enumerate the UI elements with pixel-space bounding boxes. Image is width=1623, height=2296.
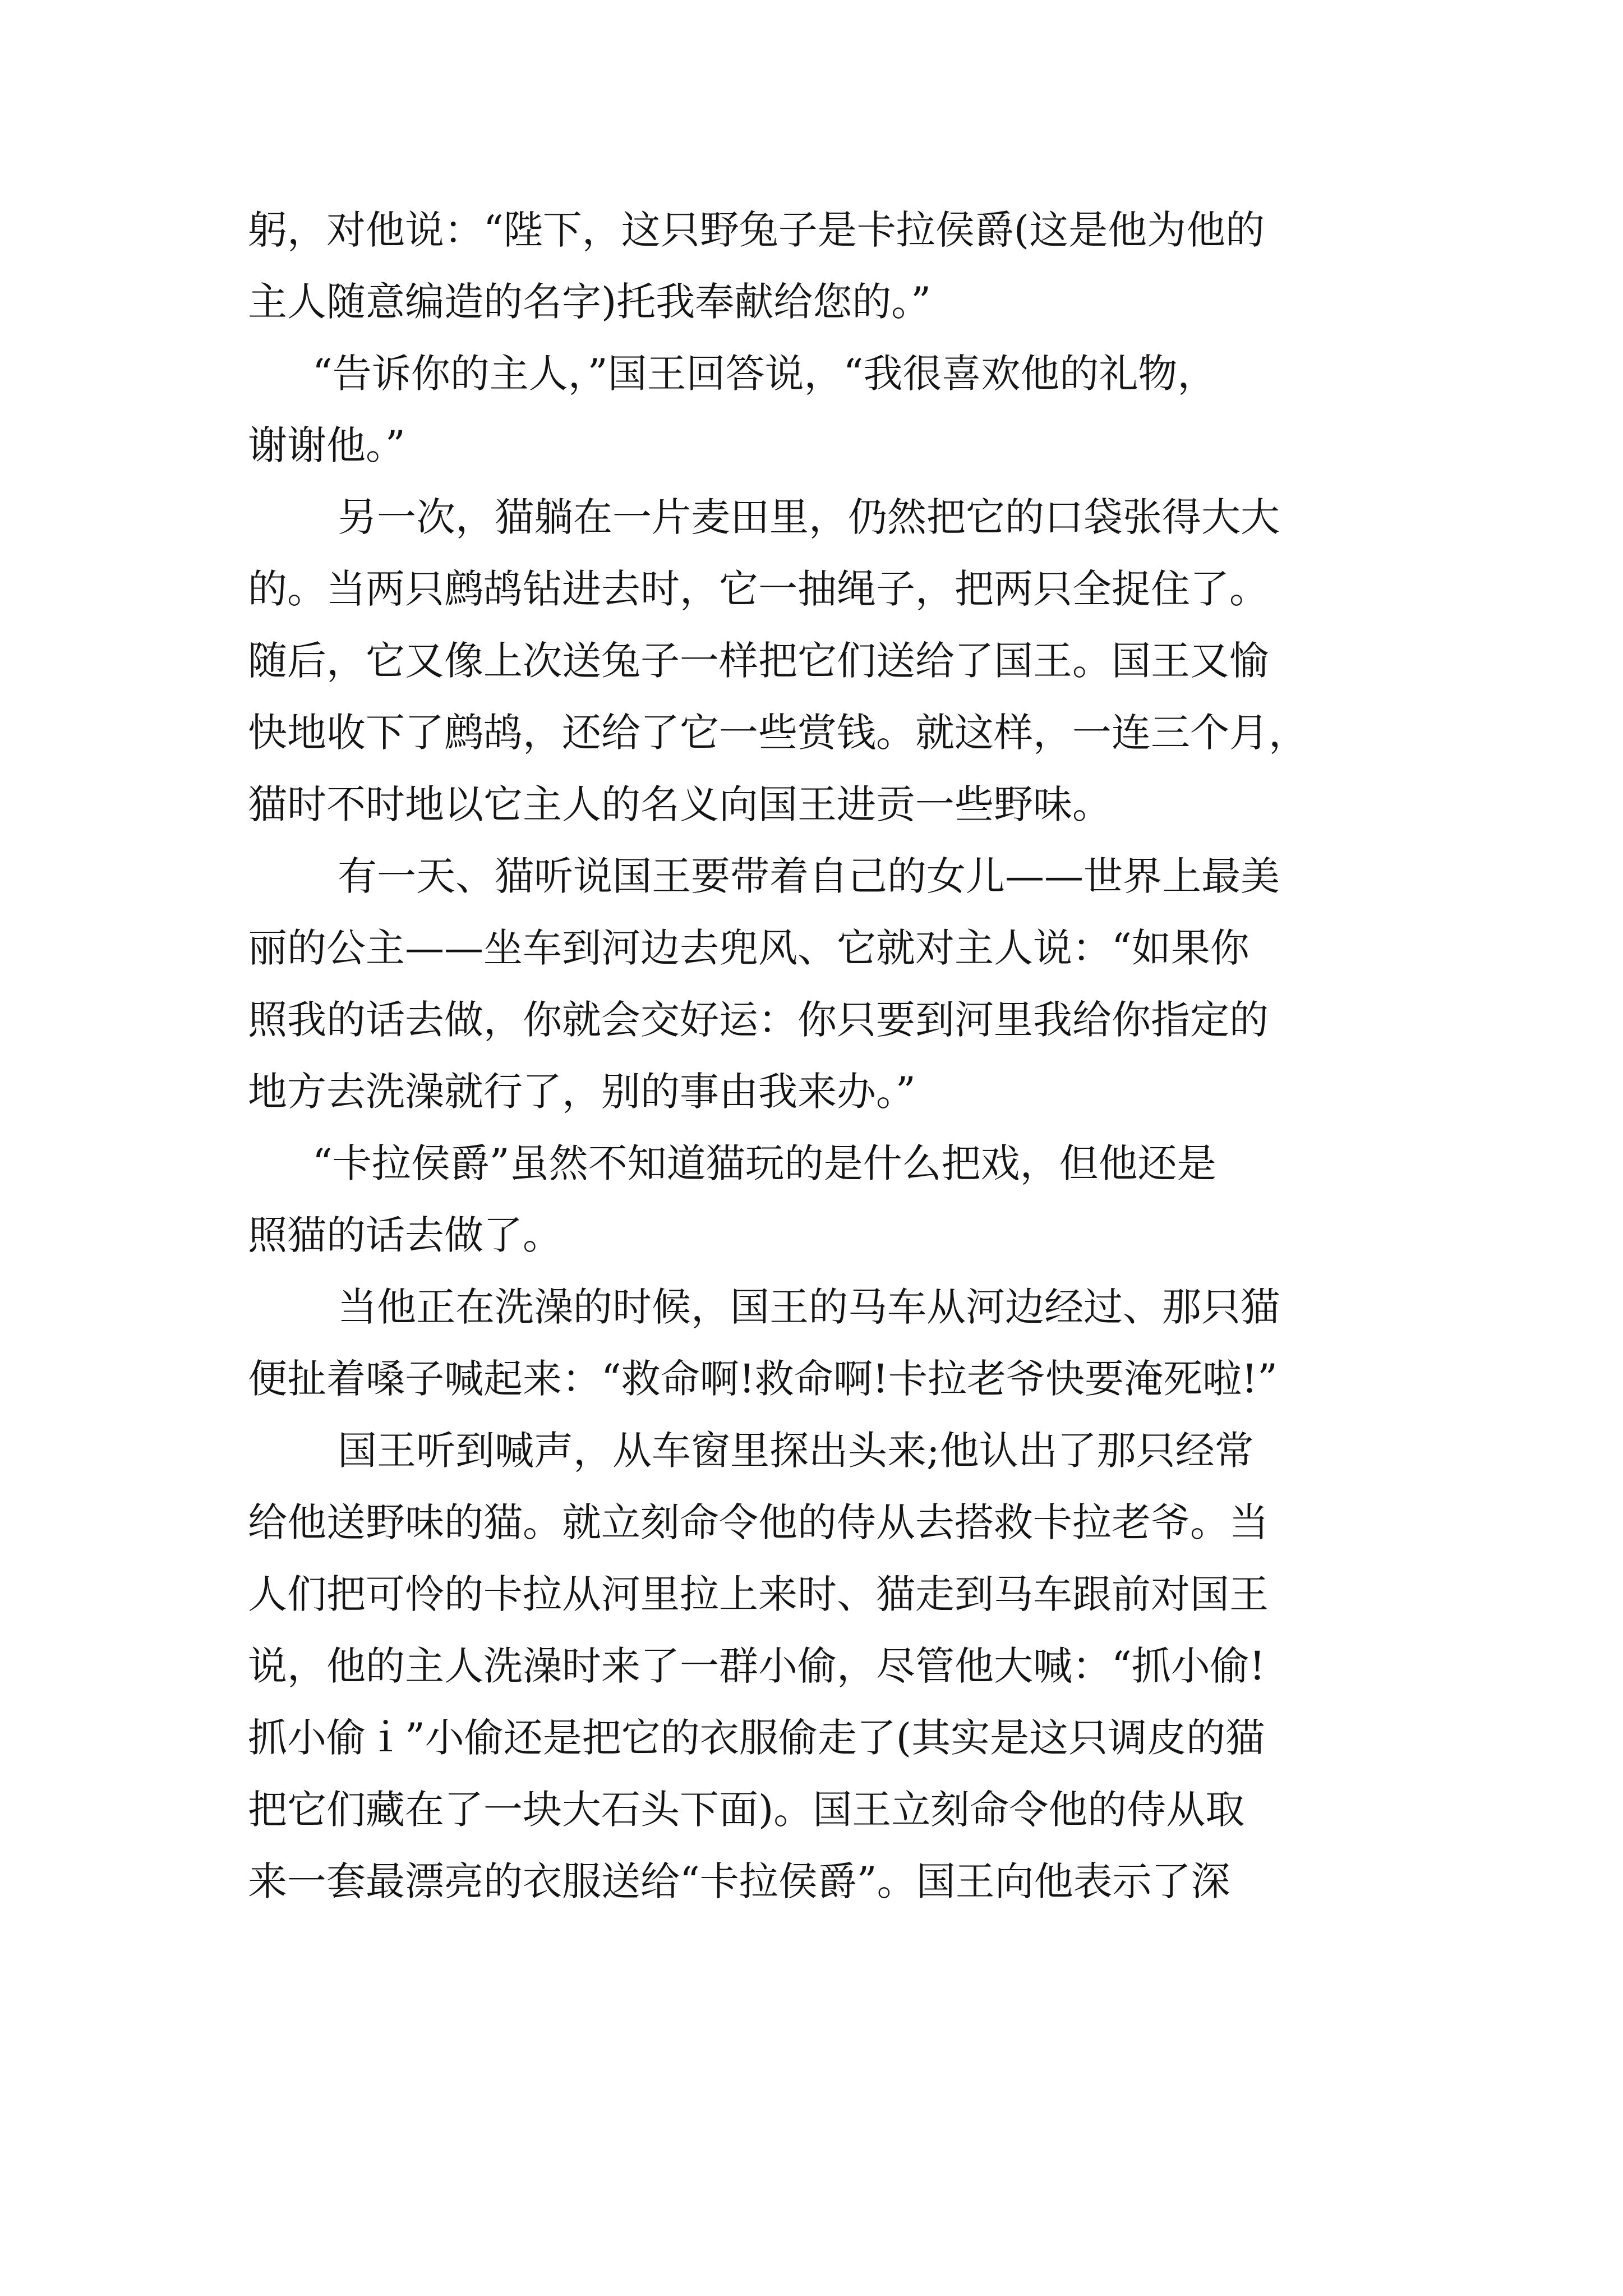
text-line-14: “卡拉侯爵”虽然不知道猫玩的是什么把戏，但他还是 (312, 1140, 1216, 1186)
text-line-3: “告诉你的主人，”国王回答说，“我很喜欢他的礼物， (312, 351, 1217, 397)
text-line-4: 谢谢他。” (248, 422, 405, 468)
text-line-8: 快地收下了鹧鸪，还给了它一些赏钱。就这样，一连三个月， (248, 710, 1308, 756)
text-line-16: 当他正在洗澡的时候，国王的马车从河边经过、那只猫 (338, 1284, 1280, 1330)
text-line-18: 国王听到喊声，从车窗里探出头来;他认出了那只经常 (338, 1428, 1254, 1474)
text-line-19: 给他送野味的猫。就立刻命令他的侍从去搭救卡拉老爷。当 (248, 1499, 1269, 1545)
text-line-24: 来一套最漂亮的衣服送给“卡拉侯爵”。国王向他表示了深 (248, 1858, 1230, 1904)
text-line-20: 人们把可怜的卡拉从河里拉上来时、猫走到马车跟前对国王 (248, 1571, 1269, 1617)
text-line-10: 有一天、猫听说国王要带着自己的女儿——世界上最美 (338, 853, 1280, 899)
text-line-22: 抓小偷ｉ”小偷还是把它的衣服偷走了(其实是这只调皮的猫 (248, 1715, 1265, 1761)
text-line-17: 便扯着嗓子喊起来：“救命啊!救命啊!卡拉老爷快要淹死啦!” (248, 1356, 1278, 1402)
text-line-2: 主人随意编造的名字)托我奉献给您的。” (248, 279, 932, 325)
text-line-1: 躬，对他说：“陛下，这只野兔子是卡拉侯爵(这是他为他的 (248, 207, 1265, 253)
text-line-7: 随后，它又像上次送兔子一样把它们送给了国王。国王又愉 (248, 638, 1269, 684)
text-line-11: 丽的公主——坐车到河边去兜风、它就对主人说：“如果你 (248, 925, 1249, 971)
text-line-21: 说，他的主人洗澡时来了一群小偷，尽管他大喊：“抓小偷! (248, 1643, 1265, 1689)
text-line-13: 地方去洗澡就行了，别的事由我来办。” (248, 1069, 916, 1115)
text-line-9: 猫时不时地以它主人的名义向国王进贡一些野味。 (248, 781, 1112, 827)
text-line-12: 照我的话去做，你就会交好运：你只要到河里我给你指定的 (248, 997, 1269, 1043)
text-line-15: 照猫的话去做了。 (248, 1212, 562, 1258)
text-line-6: 的。当两只鹧鸪钻进去时，它一抽绳子，把两只全捉住了。 (248, 566, 1269, 612)
text-line-23: 把它们藏在了一块大石头下面)。国王立刻命令他的侍从取 (248, 1787, 1245, 1833)
text-line-5: 另一次，猫躺在一片麦田里，仍然把它的口袋张得大大 (338, 494, 1280, 540)
